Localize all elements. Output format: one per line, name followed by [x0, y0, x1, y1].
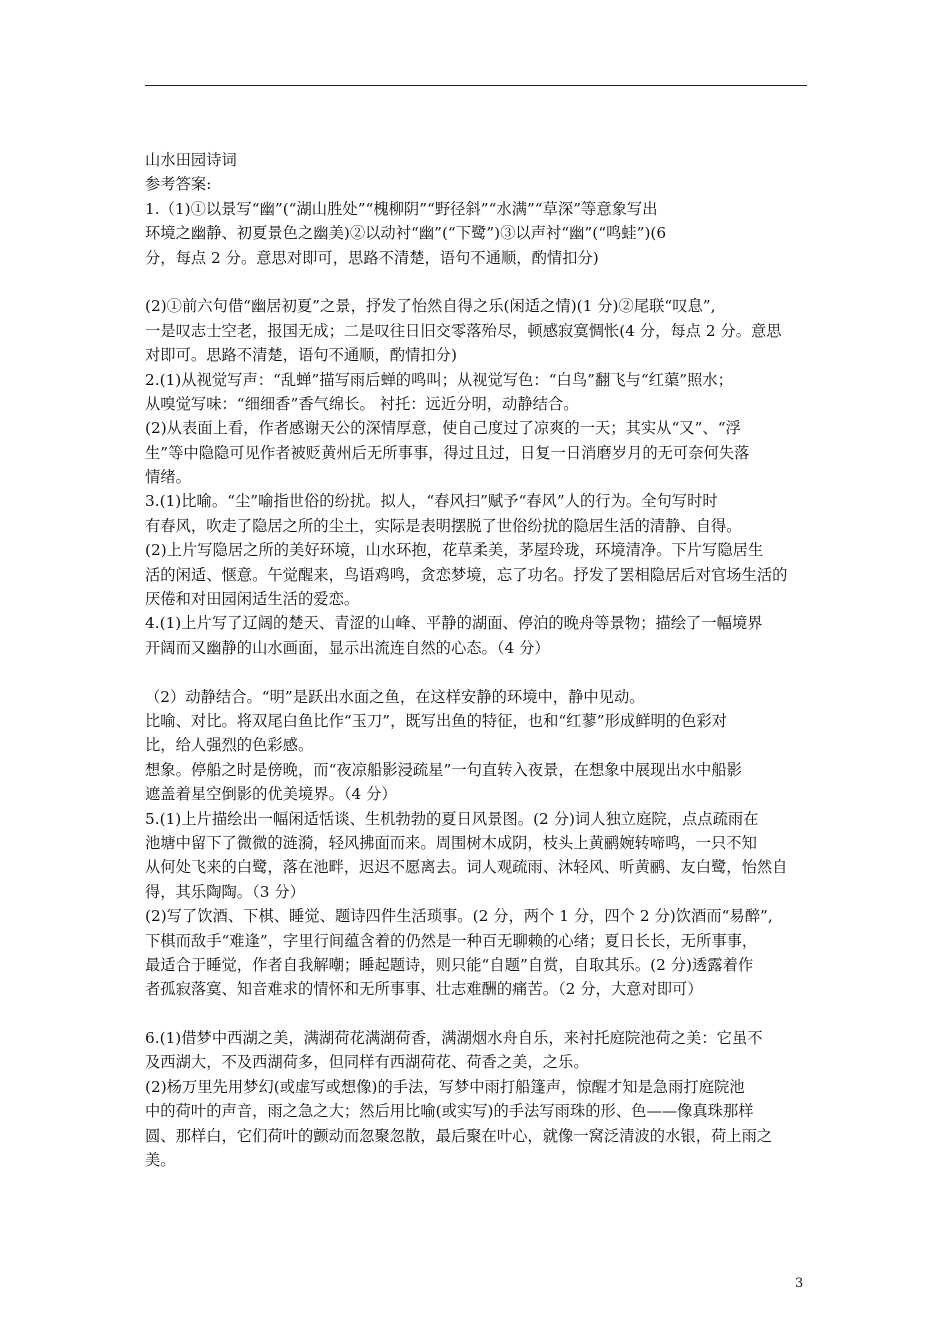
text-line: 开阔而又幽静的山水画面，显示出流连自然的心态。（4 分）: [145, 638, 550, 657]
text-line: 3.(1)比喻。“尘”喻指世俗的纷扰。拟人，“春风扫”赋予“春风”人的行为。全句写时时: [145, 492, 718, 511]
text-line: 最适合于睡觉，作者自我解嘲；睡起题诗，则只能“自题”自赏，自取其乐。(2 分)透露着作: [145, 955, 754, 974]
text-line: 比喻、对比。将双尾白鱼比作“玉刀”，既写出鱼的特征，也和“红蓼”形成鲜明的色彩对: [145, 711, 727, 730]
text-line: 及西湖大，不及西湖荷多，但同样有西湖荷花、荷香之美，之乐。: [145, 1053, 589, 1072]
text-line: 2.(1)从视觉写声：“乱蝉”描写雨后蝉的鸣叫；从视觉写色：“白鸟”翻飞与“红蕖”照水；: [145, 370, 733, 389]
text-line: 生”等中隐隐可见作者被贬黄州后无所事事，得过且过，日复一日消磨岁月的无可奈何失落: [145, 443, 750, 462]
text-line: 分，每点 2 分。意思对即可，思路不清楚，语句不通顺，酌情扣分): [145, 248, 599, 267]
text-line: 下棋而敌手“难逢”，字里行间蕴含着的仍然是一种百无聊赖的心绪；夏日长长，无所事事，: [145, 931, 758, 950]
text-line: (2)杨万里先用梦幻(或虚写或想像)的手法，写梦中雨打船篷声，惊醒才知是急雨打庭院池: [145, 1077, 745, 1096]
text-line: 圆、那样白，它们荷叶的颤动而忽聚忽散，最后聚在叶心，就像一窝泛清波的水银，荷上雨之: [145, 1126, 773, 1145]
text-line: 活的闲适、惬意。午觉醒来，鸟语鸡鸣，贪恋梦境，忘了功名。抒发了罢相隐居后对官场生活的: [145, 565, 788, 584]
blank-line: [145, 270, 807, 294]
text-line: 想象。停船之时是傍晚，而“夜凉船影浸疏星”一句直转入夜景，在想象中展现出水中船影: [145, 760, 742, 779]
text-line: 有春风，吹走了隐居之所的尘土，实际是表明摆脱了世俗纷扰的隐居生活的清静、自得。: [145, 516, 742, 535]
text-line: 厌倦和对田园闲适生活的爱恋。: [145, 590, 360, 609]
text-line: 遮盖着星空倒影的优美境界。（4 分）: [145, 785, 397, 804]
document-title: 山水田园诗词: [145, 151, 237, 169]
text-line: 从嗅觉写味：“细细香”香气绵长。 衬托：远近分明，动静结合。: [145, 394, 579, 413]
text-line: （2）动静结合。“明”是跃出水面之鱼，在这样安静的环境中，静中见动。: [145, 687, 645, 706]
blank-line: [145, 660, 807, 684]
text-line: (2)①前六句借“幽居初夏”之景，抒发了怡然自得之乐(闲适之情)(1 分)②尾联“叹息”,: [145, 297, 716, 316]
text-line: 情绪。: [145, 468, 191, 487]
text-line: 者孤寂落寞、知音难求的情怀和无所事事、壮志难酬的痛苦。（2 分，大意对即可）: [145, 980, 703, 999]
text-line: 池塘中留下了微微的涟漪，轻风拂面而来。周围树木成阴，枝头上黄鹂婉转啼鸣，一只不知: [145, 833, 757, 852]
text-line: 从何处飞来的白鹭，落在池畔，迟迟不愿离去。词人观疏雨、沐轻风、听黄鹂、友白鹭，怡然自: [145, 858, 788, 877]
text-line: 美。: [145, 1151, 176, 1170]
text-line: 对即可。思路不清楚，语句不通顺，酌情扣分): [145, 346, 457, 365]
text-line: 比，给人强烈的色彩感。: [145, 736, 314, 755]
text-line: 得，其乐陶陶。（3 分）: [145, 882, 305, 901]
text-line: 中的荷叶的声音，雨之急之大；然后用比喻(或实写)的手法写雨珠的形、色——像真珠那样: [145, 1102, 754, 1121]
blank-line: [145, 1002, 807, 1026]
text-line: 4.(1)上片写了辽阔的楚天、青涩的山峰、平静的湖面、停泊的晚舟等景物；描绘了一幅境界: [145, 614, 763, 633]
text-line: 1.（1)①以景写“幽”(“湖山胜处”“槐柳阴”“野径斜”“水满”“草深”等意象写出: [145, 199, 658, 218]
text-line: (2)上片写隐居之所的美好环境，山水环抱，花草柔美，茅屋玲珑，环境清净。下片写隐居生: [145, 541, 764, 560]
text-line: (2)从表面上看，作者感谢天公的深情厚意，使自己度过了凉爽的一天；其实从“又”、“浮: [145, 419, 741, 438]
text-line: 参考答案:: [145, 175, 212, 194]
text-line: 5.(1)上片描绘出一幅闲适恬谈、生机勃勃的夏日风景图。(2 分)词人独立庭院，点点疏雨在: [145, 809, 759, 828]
text-line: 环境之幽静、初夏景色之幽美)②以动衬“幽”(“下鹭”)③以声衬“幽”(“鸣蛙”)(6: [145, 224, 667, 243]
text-line: 一是叹志士空老，报国无成；二是叹往日旧交零落殆尽，顿感寂寞惆怅(4 分，每点 2 分。意思: [145, 321, 782, 340]
header-rule: [145, 85, 807, 86]
document-body: [145, 148, 807, 1172]
text-line: 6.(1)借梦中西湖之美，满湖荷花满湖荷香，满湖烟水舟自乐，来衬托庭院池荷之美：它虽不: [145, 1029, 763, 1048]
text-line: (2)写了饮酒、下棋、睡觉、题诗四件生活琐事。(2 分，两个 1 分，四个 2 分)饮酒而“易醉”,: [145, 907, 773, 926]
page-number: 3: [795, 1276, 804, 1291]
